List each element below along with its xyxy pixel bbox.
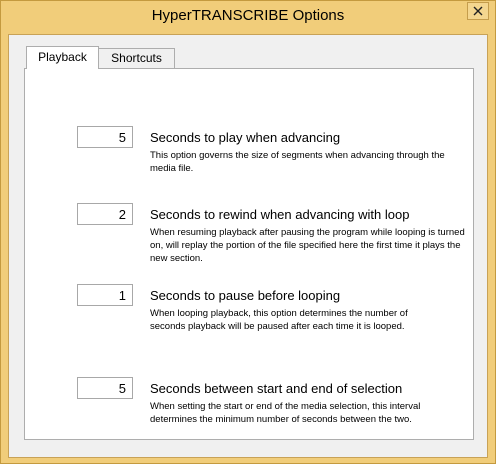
rewind-seconds-input[interactable]: 2 xyxy=(77,203,133,225)
title-bar xyxy=(1,1,495,34)
close-button[interactable] xyxy=(467,2,489,20)
pause-seconds-input[interactable]: 1 xyxy=(77,284,133,306)
close-icon xyxy=(473,6,483,16)
tab-shortcuts[interactable]: Shortcuts xyxy=(98,48,175,69)
pause-seconds-label: Seconds to pause before looping xyxy=(150,288,341,303)
selection-seconds-label: Seconds between start and end of selection xyxy=(150,381,403,396)
pause-seconds-description: When looping playback, this option determines the number of seconds playback will be paused after each time it is looped. xyxy=(150,308,408,332)
selection-seconds-input[interactable]: 5 xyxy=(77,377,133,399)
playback-panel xyxy=(24,68,474,440)
play-seconds-label: Seconds to play when advancing xyxy=(150,130,341,145)
dialog-body xyxy=(8,34,488,458)
play-seconds-description: This option governs the size of segments when advancing through the media file. xyxy=(150,150,445,174)
window-title: HyperTRANSCRIBE Options xyxy=(151,7,345,24)
tab-playback[interactable]: Playback xyxy=(26,46,99,69)
rewind-seconds-label: Seconds to rewind when advancing with loop xyxy=(150,207,410,222)
play-seconds-input[interactable]: 5 xyxy=(77,126,133,148)
rewind-seconds-description: When resuming playback after pausing the program while looping is turned on, will replay the portion of the file specified here the first time it plays the new section. xyxy=(150,227,465,264)
selection-seconds-description: When setting the start or end of the media selection, this interval determines the minimum number of seconds between the two. xyxy=(150,401,421,425)
